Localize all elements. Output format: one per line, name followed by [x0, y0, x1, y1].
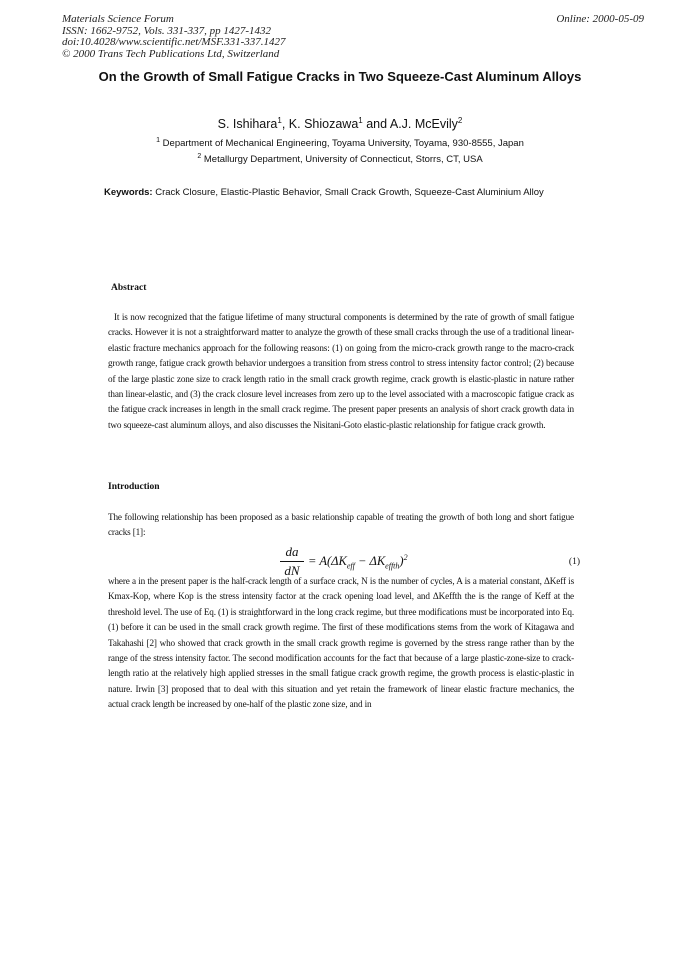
doi-line: doi:10.4028/www.scientific.net/MSF.331-337.1427 — [62, 36, 286, 48]
eq-subscript: eff — [346, 561, 355, 571]
introduction-paragraph-1: The following relationship has been proposed as a basic relationship capable of treating the growth of both long and short fatigue cracks [1]: — [108, 512, 574, 538]
author-shiozawa: K. Shiozawa — [288, 117, 359, 132]
affiliation-1 — [60, 137, 620, 149]
introduction-paragraph-2: where a in the present paper is the half-crack length of a surface crack, N is the number of cycles, A is a material constant, ΔKeff is Kmax-Kop, where Kop is the stress intensity factor at the crack opening load level, and ΔKeffth the is the range of Keff at the threshold level. The use of Eq. (1) is straightforward in the long crack regime, but three modifications must be incorporated into Eq. (1) before it can be used in the small crack growth regime. The first of these modifications stems from the work of Kitagawa and Takahashi [2] who showed that crack growth in the small crack growth regime is governed by the stress range rather than by the range of the stress intensity factor. The second modification accounts for the fact that because of a large plastic-zone-size to crack-length ratio at the relatively high applied stresses in the small fatigue crack growth regime, the growth process is elastic-plastic in nature. Irwin [3] proposed that to deal with this situation and yet retain the framework of linear elastic fracture mechanics, the actual crack length be increased by one-half of the plastic zone size, and in — [108, 576, 574, 710]
online-date: Online: 2000-05-09 — [556, 13, 644, 25]
eq-term: ) — [399, 554, 404, 569]
author-ishihara: S. Ishihara — [217, 117, 278, 132]
eq-term: − ΔK — [354, 554, 386, 569]
affiliation-text: Department of Mechanical Engineering, Toyama University, Toyama, 930-8555, Japan — [162, 138, 524, 150]
issn-line: ISSN: 1662-9752, Vols. 331-337, pp 1427-1432 — [62, 24, 271, 37]
author-affil-mark: 2 — [457, 116, 463, 125]
paper-title: On the Growth of Small Fatigue Cracks in Two Squeeze-Cast Aluminum Alloys — [98, 69, 582, 84]
eq-term: = A(ΔK — [308, 554, 347, 569]
eq-exponent: 2 — [403, 553, 408, 562]
equation-right-side — [308, 553, 408, 571]
fraction-bar — [280, 561, 304, 562]
author-list — [60, 116, 620, 131]
keywords-text: Crack Closure, Elastic-Plastic Behavior, Small Crack Growth, Squeeze-Cast Aluminium Alloy — [155, 187, 544, 198]
fraction-denominator: dN — [284, 563, 300, 578]
affiliation-number: 2 — [197, 153, 202, 160]
abstract-body: It is now recognized that the fatigue lifetime of many structural components is determined by the rate of growth of small fatigue cracks. However it is not a straightforward matter to analyze the growth of these small cracks through the use of a traditional linear-elastic fracture mechanics approach for the following reasons: (1) on going from the micro-crack growth range to the macro-crack growth range, fatigue crack growth behavior undergoes a transition from stress control to stress intensity factor control; (2) because of the large plastic zone size to crack length ratio in the small crack growth regime, crack growth is elastic-plastic in nature rather than linear-elastic, and (3) the crack closure level increases from zero up to the level associated with a macroscopic fatigue crack as the fatigue crack increases in length in the small crack regime. The present paper presents an analysis of short crack growth data in two squeeze-cast aluminum alloys, and also discusses the Nisitani-Goto elastic-plastic relationship for fatigue crack growth. — [108, 312, 574, 430]
affiliation-text: Metallurgy Department, University of Connecticut, Storrs, CT, USA — [203, 154, 483, 166]
introduction-heading: Introduction — [108, 482, 160, 492]
journal-header — [62, 14, 644, 60]
author-affil-mark: 1 — [358, 116, 363, 125]
author-separator: and — [362, 117, 390, 132]
journal-name: Materials Science Forum — [62, 13, 174, 25]
equation-number: (1) — [568, 557, 580, 567]
keywords — [104, 187, 544, 199]
keywords-label: Keywords: — [104, 187, 153, 198]
author-affil-mark: 1 — [277, 116, 282, 125]
affiliation-number: 1 — [156, 137, 161, 144]
copyright-line: © 2000 Trans Tech Publications Ltd, Switzerland — [62, 47, 280, 60]
affiliation-2 — [60, 153, 620, 165]
author-separator: , — [281, 117, 289, 132]
author-mcevily: A.J. McEvily — [389, 117, 458, 132]
eq-subscript: effth — [385, 561, 400, 571]
fraction-numerator: da — [285, 544, 299, 559]
abstract-heading: Abstract — [111, 283, 147, 293]
